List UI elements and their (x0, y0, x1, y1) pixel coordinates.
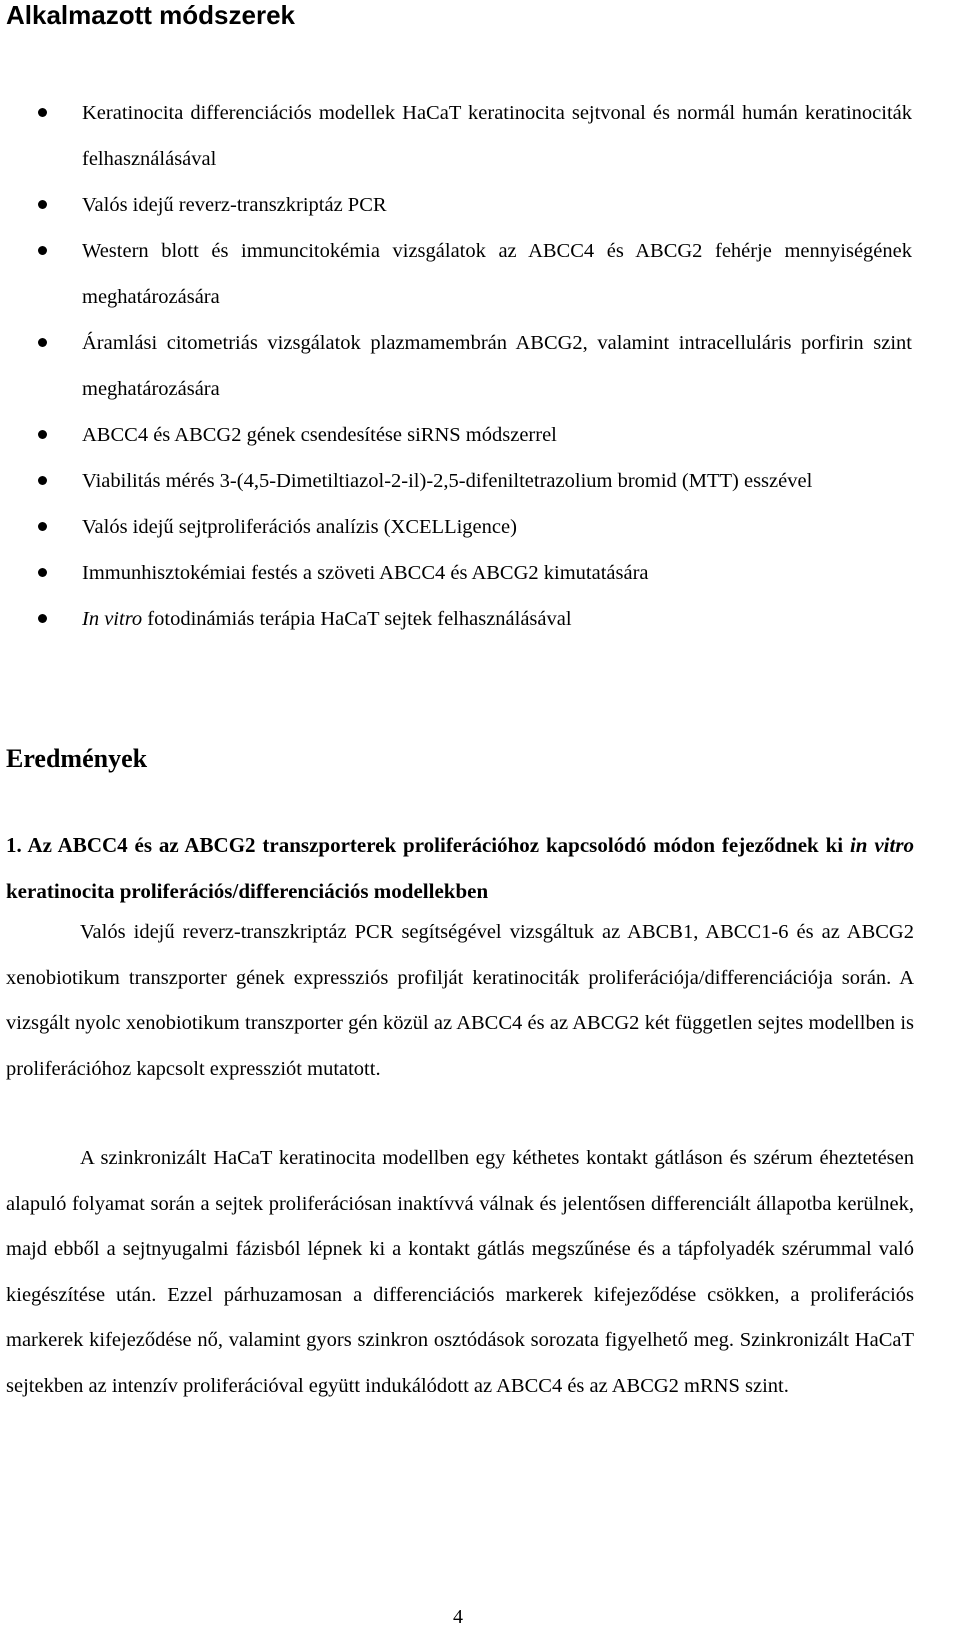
subsection-heading-italic: in vitro (849, 833, 914, 857)
results-title: Eredmények (6, 744, 148, 773)
list-item (0, 504, 912, 550)
list-item-italic-text: In vitro (82, 608, 143, 630)
list-item-text: fotodinámiás terápia HaCaT sejtek felhasználásával (142, 608, 572, 630)
list-item (0, 228, 912, 320)
subsection-heading-text-end: keratinocita proliferációs/differenciációs modellekben (6, 879, 489, 903)
list-item (0, 320, 912, 412)
subsection-heading (6, 822, 914, 914)
list-item (0, 458, 912, 504)
list-item (0, 182, 912, 228)
list-item-text: ABCC4 és ABCG2 gének csendesítése siRNS módszerrel (82, 424, 557, 446)
bullet-icon (38, 568, 47, 577)
list-item-text: Valós idejű sejtproliferációs analízis (XCELLigence) (82, 516, 517, 538)
paragraph: A szinkronizált HaCaT keratinocita modellben egy kéthetes kontakt gátláson és szérum éheztetésen alapuló folyamat során a sejtek proliferációsan inaktívvá válnak és jelentősen differenciált állapotba kerülnek, majd ebből a sejtnyugalmi fázisból lépnek ki a kontakt gátlás megszűnése és a tápfolyadék szérummal való kiegészítése után. Ezzel párhuzamosan a differenciációs markerek kifejeződése csökken, a proliferációs markerek kifejeződése nő, valamint gyors szinkron osztódások sorozata figyelhető meg. Szinkronizált HaCaT sejtekben az intenzív proliferációval együtt indukálódott az ABCC4 és az ABCG2 mRNS szint. (6, 1147, 914, 1397)
bullet-icon (38, 476, 47, 485)
list-item (0, 412, 912, 458)
list-item (0, 550, 912, 596)
bullet-icon (38, 338, 47, 347)
list-item-text: Viabilitás mérés 3-(4,5-Dimetiltiazol-2-il)-2,5-difeniltetrazolium bromid (MTT) esszével (82, 470, 813, 492)
bullet-icon (38, 108, 47, 117)
bullet-icon (38, 430, 47, 439)
list-item (0, 90, 912, 182)
list-item-text: Valós idejű reverz-transzkriptáz PCR (82, 194, 387, 216)
page-number: 4 (453, 1606, 463, 1628)
bullet-icon (38, 522, 47, 531)
list-item-text: Áramlási citometriás vizsgálatok plazmamembrán ABCG2, valamint intracelluláris porfirin szint meghatározására (82, 332, 912, 400)
paragraph: Valós idejű reverz-transzkriptáz PCR segítségével vizsgáltuk az ABCB1, ABCC1-6 és az ABCG2 xenobiotikum transzporter gének expressziós profilját keratinociták proliferációja/differenciációja során. A vizsgált nyolc xenobiotikum transzporter gén közül az ABCC4 és az ABCG2 két független sejtes modellben is proliferációhoz kapcsolt expressziót mutatott. (6, 921, 914, 1080)
subsection-heading-text: 1. Az ABCC4 és az ABCG2 transzporterek proliferációhoz kapcsolódó módon fejeződnek ki (6, 833, 850, 857)
list-item-text: Western blott és immuncitokémia vizsgálatok az ABCC4 és ABCG2 fehérje mennyiségének meghatározására (82, 240, 912, 308)
section-title: Alkalmazott módszerek (6, 0, 295, 30)
bullet-icon (38, 614, 47, 623)
list-item-text: Keratinocita differenciációs modellek HaCaT keratinocita sejtvonal és normál humán keratinociták felhasználásával (82, 102, 912, 170)
bullet-icon (38, 246, 47, 255)
list-item-text: Immunhisztokémiai festés a szöveti ABCC4 és ABCG2 kimutatására (82, 562, 649, 584)
list-item (0, 596, 912, 642)
bullet-icon (38, 200, 47, 209)
methods-list (0, 90, 912, 642)
